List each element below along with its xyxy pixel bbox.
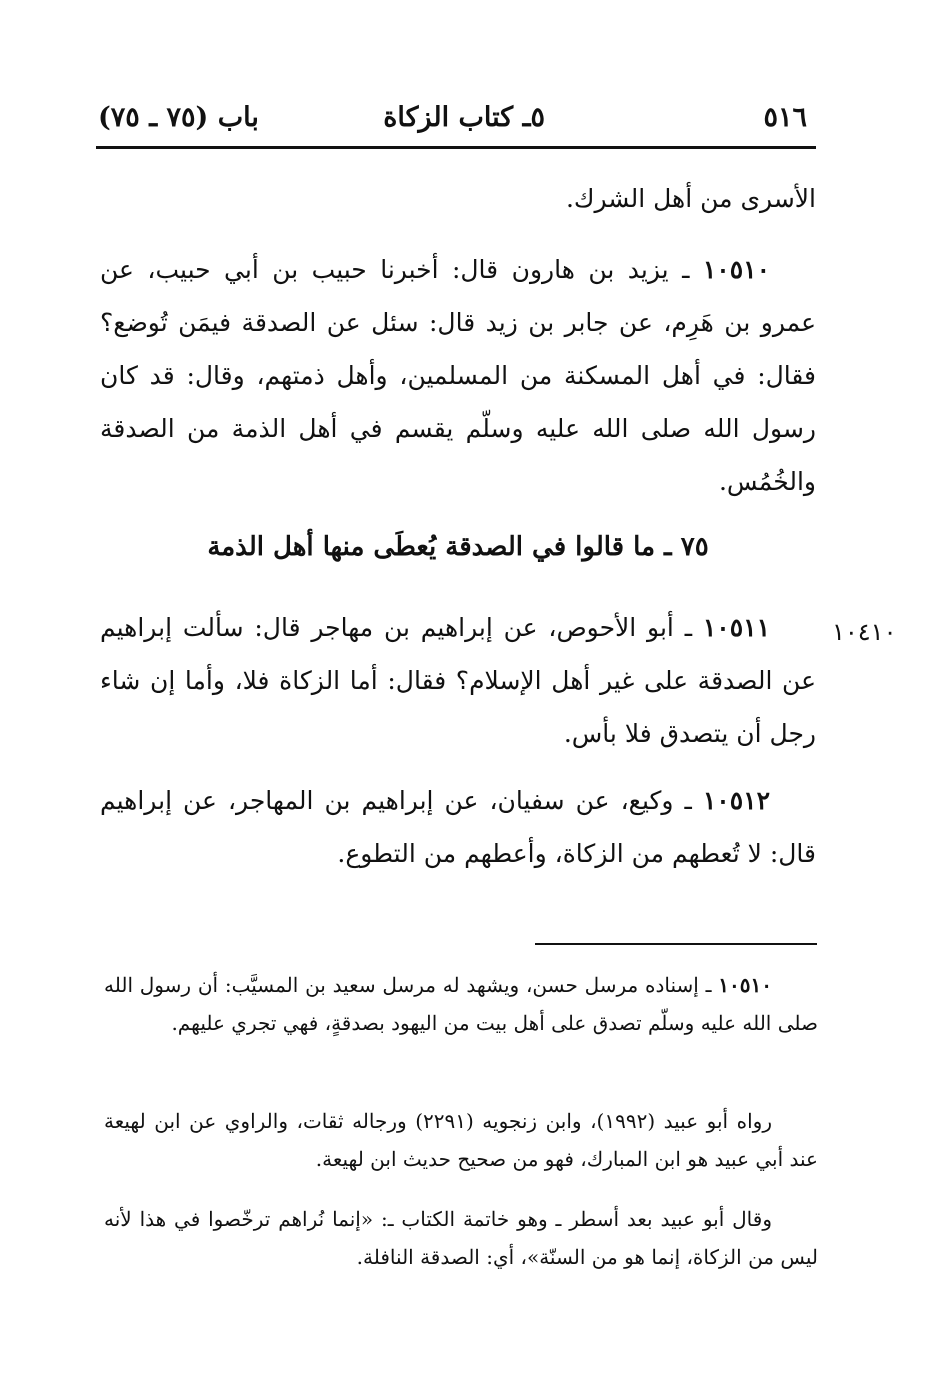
hadith-10511	[100, 601, 816, 760]
hadith-number: ١٠٥١٢	[702, 786, 770, 815]
margin-number: ١٠٤١٠	[832, 618, 897, 646]
chapter-heading: ٧٥ ـ ما قالوا في الصدقة يُعطَى منها أهل الذمة	[207, 532, 709, 562]
hadith-text: ـ يزيد بن هارون قال: أخبرنا حبيب بن أبي حبيب، عن عمرو بن هَرِم، عن جابر بن زيد قال: سئل عن الصدقة فيمَن تُوضع؟ فقال: في أهل المسكنة من المسلمين، وأهل ذمتهم، وقال: قد كان رسول الله صلى الله عليه وسلّم يقسم في أهل الذمة من الصدقة والخُمُس.	[100, 255, 816, 496]
page-number: ٥١٦	[763, 102, 807, 133]
footnote-text: وقال أبو عبيد بعد أسطر ـ وهو خاتمة الكتاب ـ: «إنما نُراهم ترخّصوا في هذا لأنه ليس من الزكاة، إنما هو من السنّة»، أي: الصدقة النافلة.	[104, 1207, 818, 1269]
hadith-10512	[100, 774, 816, 880]
hadith-text: ـ وكيع، عن سفيان، عن إبراهيم بن المهاجر، عن إبراهيم قال: لا تُعطهم من الزكاة، وأعطهم من التطوع.	[100, 786, 816, 868]
hadith-text: ـ أبو الأحوص، عن إبراهيم بن مهاجر قال: سألت إبراهيم عن الصدقة على غير أهل الإسلام؟ فقال: أما الزكاة فلا، وأما إن شاء رجل أن يتصدق فلا بأس.	[100, 613, 816, 748]
footnote-paragraph-3	[104, 1200, 818, 1276]
hadith-number: ١٠٥١١	[702, 613, 770, 642]
footnote-number: ١٠٥١٠	[718, 973, 772, 997]
hadith-10510	[100, 243, 816, 508]
chapter-reference: باب (٧٥ ـ ٧٥)	[98, 102, 259, 133]
paragraph-continuation	[100, 172, 816, 225]
book-title: ٥ـ كتاب الزكاة	[383, 102, 545, 133]
footnote-divider	[535, 943, 817, 945]
hadith-number: ١٠٥١٠	[702, 255, 770, 284]
page-header	[98, 100, 815, 140]
footnote-10510	[104, 966, 818, 1042]
footnote-paragraph-2	[104, 1102, 818, 1178]
continuation-text: الأسرى من أهل الشرك.	[565, 184, 816, 213]
header-divider	[96, 146, 816, 149]
footnote-text: رواه أبو عبيد (١٩٩٢)، وابن زنجويه (٢٢٩١) ورجاله ثقات، والراوي عن ابن لهيعة عند أبي عبيد هو ابن المبارك، فهو من صحيح حديث ابن لهيعة.	[104, 1109, 818, 1171]
footnote-text: ـ إسناده مرسل حسن، ويشهد له مرسل سعيد بن المسيَّب: أن رسول الله صلى الله عليه وسلّم تصدق على أهل بيت من اليهود بصدقةٍ، فهي تجري عليهم.	[104, 973, 818, 1035]
